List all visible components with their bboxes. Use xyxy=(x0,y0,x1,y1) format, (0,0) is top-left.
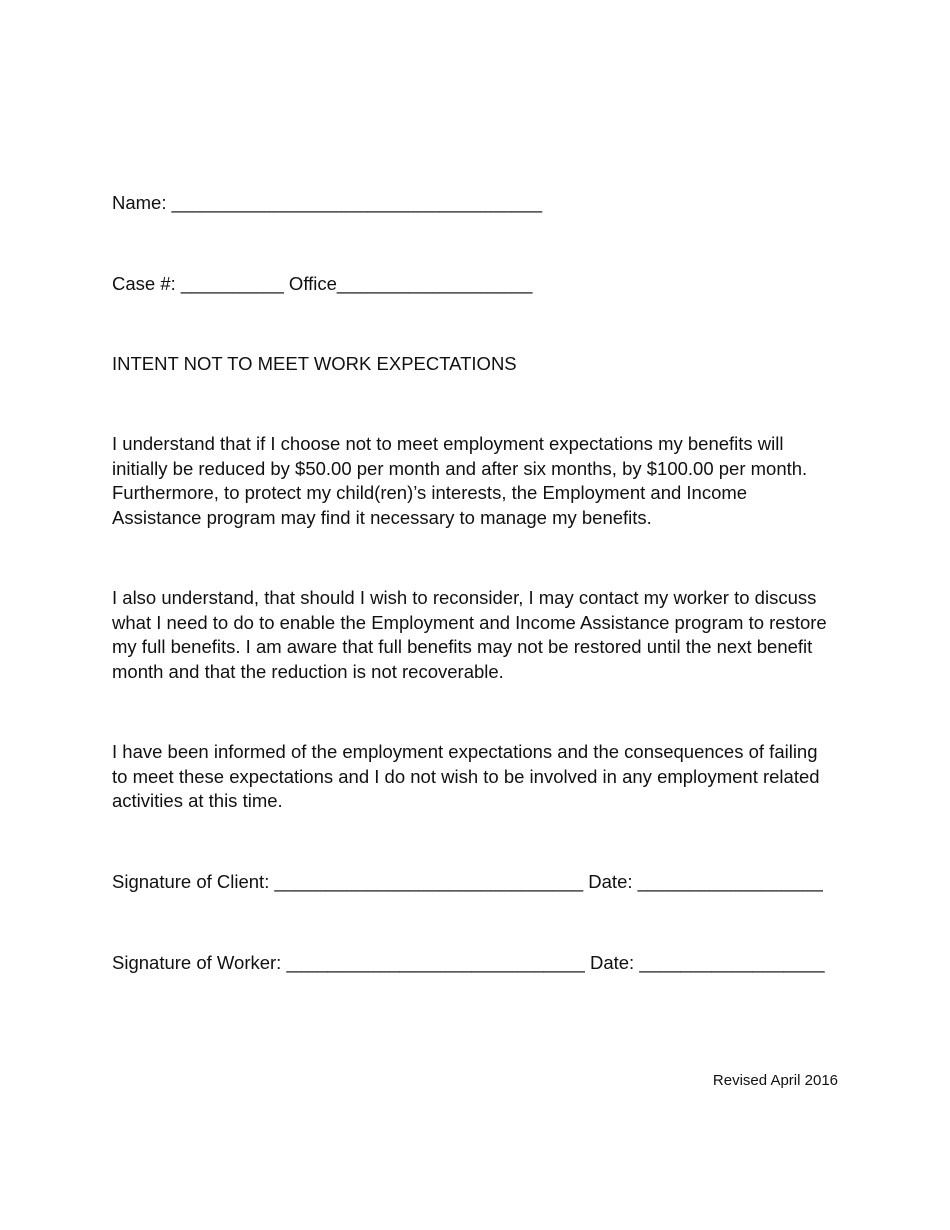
paragraph-line: month and that the reduction is not recoverable. xyxy=(112,660,504,682)
paragraph-line: I understand that if I choose not to meet employment expectations my benefits will xyxy=(112,433,784,454)
paragraph-line: activities at this time. xyxy=(112,790,283,812)
paragraph-line: initially be reduced by $50.00 per month and after six months, by $100.00 per month. xyxy=(112,457,808,479)
paragraph-line: my full benefits. I am aware that full benefits may not be restored until the next benefit xyxy=(112,636,813,658)
paragraph-line: Furthermore, to protect my child(ren)’s interests, the Employment and Income xyxy=(112,482,748,504)
paragraph-informed xyxy=(112,740,852,814)
case-office-field-line: Case #: __________ Office___________________ xyxy=(112,273,533,294)
client-signature-line: Signature of Client: ______________________________ Date: __________________ xyxy=(112,871,823,892)
paragraph-line: I also understand, that should I wish to reconsider, I may contact my worker to discuss xyxy=(112,587,817,608)
paragraph-line: I have been informed of the employment expectations and the consequences of failing xyxy=(112,741,818,762)
paragraph-line: to meet these expectations and I do not wish to be involved in any employment related xyxy=(112,765,820,787)
form-title: INTENT NOT TO MEET WORK EXPECTATIONS xyxy=(112,353,517,374)
paragraph-line: Assistance program may find it necessary to manage my benefits. xyxy=(112,506,652,528)
revised-date: Revised April 2016 xyxy=(712,1072,838,1089)
paragraph-line: what I need to do to enable the Employment and Income Assistance program to restore xyxy=(112,611,827,633)
paragraph-benefit-reduction xyxy=(112,432,852,530)
worker-signature-line: Signature of Worker: _____________________________ Date: __________________ xyxy=(112,952,825,973)
name-field-line: Name: ____________________________________ xyxy=(112,192,543,213)
paragraph-reconsider xyxy=(112,586,852,684)
